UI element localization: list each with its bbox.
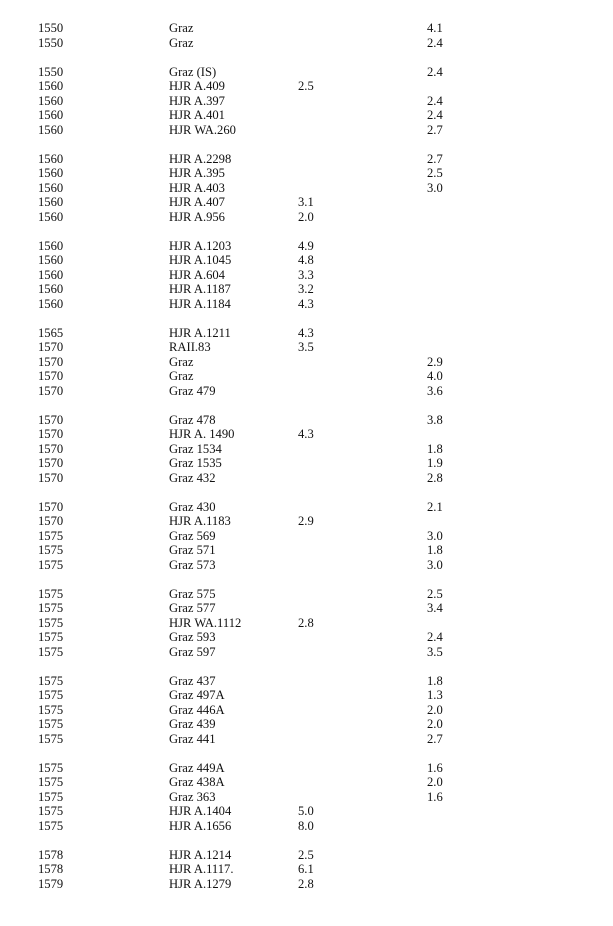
id-cell: HJR A.1203 (169, 238, 232, 253)
row-group (0, 239, 613, 312)
v1-cell: 2.9 (298, 514, 314, 528)
table-row (0, 790, 613, 805)
id-cell: Graz (IS) (169, 64, 217, 79)
table-row (0, 630, 613, 645)
row-group (0, 413, 613, 486)
id-cell: HJR A. 1490 (169, 427, 235, 441)
row-group (0, 848, 613, 892)
year-cell: 1560 (38, 209, 64, 224)
table-row (0, 94, 613, 109)
year-cell: 1560 (38, 253, 64, 267)
year-cell: 1560 (38, 108, 64, 122)
id-cell: HJR A.1187 (169, 282, 231, 296)
table-row (0, 558, 613, 573)
id-cell: HJR WA.1112 (169, 615, 242, 630)
year-cell: 1560 (38, 151, 64, 166)
v2-cell: 3.5 (427, 644, 443, 659)
year-cell: 1570 (38, 369, 64, 383)
table-row (0, 543, 613, 558)
v2-cell: 3.8 (427, 412, 443, 427)
table-row (0, 688, 613, 703)
table-row (0, 239, 613, 254)
id-cell: Graz (169, 21, 194, 35)
table-row (0, 732, 613, 747)
v1-cell: 2.5 (298, 79, 314, 93)
table-row (0, 384, 613, 399)
year-cell: 1560 (38, 79, 64, 93)
year-cell: 1575 (38, 688, 64, 702)
year-cell: 1575 (38, 760, 64, 775)
v2-cell: 1.8 (427, 543, 443, 557)
id-cell: Graz 571 (169, 543, 216, 557)
id-cell: Graz (169, 369, 194, 383)
table-row (0, 761, 613, 776)
table-row (0, 645, 613, 660)
v1-cell: 6.1 (298, 862, 314, 876)
table-row (0, 514, 613, 529)
table-row (0, 717, 613, 732)
id-cell: Graz (169, 354, 194, 369)
table-row (0, 413, 613, 428)
id-cell: Graz 438A (169, 775, 225, 789)
id-cell: Graz 573 (169, 557, 216, 572)
year-cell: 1570 (38, 427, 64, 441)
v2-cell: 2.8 (427, 470, 443, 485)
v2-cell: 2.5 (427, 586, 443, 601)
year-cell: 1575 (38, 586, 64, 601)
table-row (0, 340, 613, 355)
row-group (0, 65, 613, 138)
id-cell: Graz 430 (169, 499, 216, 514)
v1-cell: 2.8 (298, 876, 314, 891)
table-row (0, 297, 613, 312)
year-cell: 1575 (38, 615, 64, 630)
id-cell: HJR A.604 (169, 267, 225, 282)
v1-cell: 3.1 (298, 195, 314, 209)
year-cell: 1575 (38, 528, 64, 543)
year-cell: 1560 (38, 180, 64, 195)
year-cell: 1575 (38, 731, 64, 746)
data-table (0, 21, 613, 906)
table-row (0, 877, 613, 892)
id-cell: Graz 437 (169, 673, 216, 688)
year-cell: 1575 (38, 601, 64, 615)
id-cell: HJR A.1117. (169, 862, 234, 876)
v2-cell: 4.0 (427, 369, 443, 383)
table-row (0, 123, 613, 138)
year-cell: 1575 (38, 702, 64, 717)
table-row (0, 601, 613, 616)
id-cell: RAII.83 (169, 340, 211, 354)
v1-cell: 4.9 (298, 238, 314, 253)
table-row (0, 79, 613, 94)
id-cell: Graz 363 (169, 789, 216, 804)
id-cell: HJR A.956 (169, 209, 225, 224)
id-cell: Graz 569 (169, 528, 216, 543)
table-row (0, 21, 613, 36)
year-cell: 1565 (38, 325, 64, 340)
table-row (0, 268, 613, 283)
table-row (0, 36, 613, 51)
table-row (0, 529, 613, 544)
v2-cell: 2.4 (427, 35, 443, 50)
id-cell: HJR A.1184 (169, 296, 231, 311)
table-row (0, 152, 613, 167)
year-cell: 1575 (38, 644, 64, 659)
table-row (0, 326, 613, 341)
table-row (0, 775, 613, 790)
year-cell: 1578 (38, 862, 64, 876)
v1-cell: 2.5 (298, 847, 314, 862)
v1-cell: 3.2 (298, 282, 314, 296)
v1-cell: 3.3 (298, 267, 314, 282)
v2-cell: 2.0 (427, 702, 443, 717)
year-cell: 1560 (38, 93, 64, 108)
id-cell: Graz 441 (169, 731, 216, 746)
v2-cell: 2.7 (427, 731, 443, 746)
v1-cell: 4.3 (298, 296, 314, 311)
table-row (0, 862, 613, 877)
id-cell: HJR A.1656 (169, 818, 232, 833)
v2-cell: 1.9 (427, 456, 443, 470)
id-cell: HJR A.1183 (169, 514, 231, 528)
id-cell: HJR A.1279 (169, 876, 232, 891)
table-row (0, 616, 613, 631)
id-cell: HJR A.1211 (169, 325, 231, 340)
year-cell: 1575 (38, 804, 64, 818)
id-cell: HJR A.395 (169, 166, 225, 180)
id-cell: Graz 432 (169, 470, 216, 485)
id-cell: Graz 593 (169, 630, 216, 644)
v2-cell: 1.6 (427, 789, 443, 804)
table-row (0, 369, 613, 384)
id-cell: Graz 575 (169, 586, 216, 601)
table-row (0, 210, 613, 225)
id-cell: HJR A.397 (169, 93, 225, 108)
v2-cell: 3.0 (427, 557, 443, 572)
table-row (0, 674, 613, 689)
year-cell: 1560 (38, 238, 64, 253)
year-cell: 1570 (38, 456, 64, 470)
year-cell: 1575 (38, 543, 64, 557)
year-cell: 1570 (38, 340, 64, 354)
v2-cell: 1.8 (427, 441, 443, 456)
id-cell: HJR A.1404 (169, 804, 232, 818)
v2-cell: 2.4 (427, 64, 443, 79)
id-cell: HJR A.407 (169, 195, 225, 209)
year-cell: 1570 (38, 354, 64, 369)
year-cell: 1579 (38, 876, 64, 891)
v1-cell: 2.8 (298, 615, 314, 630)
id-cell: Graz 577 (169, 601, 216, 615)
v2-cell: 2.7 (427, 151, 443, 166)
v2-cell: 2.0 (427, 717, 443, 731)
table-row (0, 819, 613, 834)
id-cell: Graz 497A (169, 688, 225, 702)
year-cell: 1560 (38, 166, 64, 180)
id-cell: Graz 478 (169, 412, 216, 427)
year-cell: 1560 (38, 195, 64, 209)
table-row (0, 442, 613, 457)
id-cell: HJR A.1214 (169, 847, 232, 862)
row-group (0, 326, 613, 399)
v2-cell: 3.6 (427, 383, 443, 398)
year-cell: 1570 (38, 470, 64, 485)
year-cell: 1575 (38, 775, 64, 789)
table-row (0, 456, 613, 471)
v1-cell: 4.8 (298, 253, 314, 267)
table-row (0, 253, 613, 268)
v1-cell: 4.3 (298, 325, 314, 340)
row-group (0, 152, 613, 225)
id-cell: HJR WA.260 (169, 122, 236, 137)
year-cell: 1550 (38, 21, 64, 35)
v2-cell: 3.0 (427, 528, 443, 543)
row-group (0, 21, 613, 50)
v2-cell: 2.5 (427, 166, 443, 180)
table-row (0, 166, 613, 181)
table-row (0, 65, 613, 80)
id-cell: HJR A.409 (169, 79, 225, 93)
v2-cell: 2.7 (427, 122, 443, 137)
v2-cell: 2.4 (427, 93, 443, 108)
year-cell: 1578 (38, 847, 64, 862)
table-row (0, 500, 613, 515)
year-cell: 1575 (38, 557, 64, 572)
id-cell: Graz 449A (169, 760, 225, 775)
year-cell: 1570 (38, 441, 64, 456)
id-cell: HJR A.401 (169, 108, 225, 122)
table-row (0, 471, 613, 486)
id-cell: Graz 479 (169, 383, 216, 398)
row-group (0, 500, 613, 573)
year-cell: 1550 (38, 35, 64, 50)
id-cell: Graz 1534 (169, 441, 222, 456)
v2-cell: 1.6 (427, 760, 443, 775)
year-cell: 1575 (38, 717, 64, 731)
v2-cell: 3.0 (427, 180, 443, 195)
v2-cell: 1.8 (427, 673, 443, 688)
row-group (0, 587, 613, 660)
v1-cell: 4.3 (298, 427, 314, 441)
year-cell: 1560 (38, 296, 64, 311)
id-cell: Graz 597 (169, 644, 216, 659)
table-row (0, 587, 613, 602)
year-cell: 1570 (38, 412, 64, 427)
id-cell: Graz 1535 (169, 456, 222, 470)
id-cell: Graz (169, 35, 194, 50)
year-cell: 1560 (38, 282, 64, 296)
table-row (0, 355, 613, 370)
v2-cell: 1.3 (427, 688, 443, 702)
id-cell: Graz 446A (169, 702, 225, 717)
year-cell: 1575 (38, 789, 64, 804)
v2-cell: 4.1 (427, 21, 443, 35)
table-row (0, 195, 613, 210)
year-cell: 1570 (38, 499, 64, 514)
v2-cell: 3.4 (427, 601, 443, 615)
table-row (0, 427, 613, 442)
table-row (0, 181, 613, 196)
v2-cell: 2.4 (427, 630, 443, 644)
year-cell: 1560 (38, 267, 64, 282)
id-cell: HJR A.403 (169, 180, 225, 195)
v1-cell: 8.0 (298, 818, 314, 833)
id-cell: HJR A.2298 (169, 151, 232, 166)
v2-cell: 2.0 (427, 775, 443, 789)
year-cell: 1575 (38, 673, 64, 688)
year-cell: 1570 (38, 514, 64, 528)
row-group (0, 674, 613, 747)
v1-cell: 2.0 (298, 209, 314, 224)
table-row (0, 804, 613, 819)
table-row (0, 703, 613, 718)
v2-cell: 2.4 (427, 108, 443, 122)
year-cell: 1570 (38, 383, 64, 398)
id-cell: Graz 439 (169, 717, 216, 731)
year-cell: 1550 (38, 64, 64, 79)
v1-cell: 5.0 (298, 804, 314, 818)
year-cell: 1560 (38, 122, 64, 137)
table-row (0, 108, 613, 123)
v2-cell: 2.1 (427, 499, 443, 514)
year-cell: 1575 (38, 818, 64, 833)
table-row (0, 282, 613, 297)
v2-cell: 2.9 (427, 354, 443, 369)
year-cell: 1575 (38, 630, 64, 644)
table-row (0, 848, 613, 863)
id-cell: HJR A.1045 (169, 253, 232, 267)
v1-cell: 3.5 (298, 340, 314, 354)
row-group (0, 761, 613, 834)
